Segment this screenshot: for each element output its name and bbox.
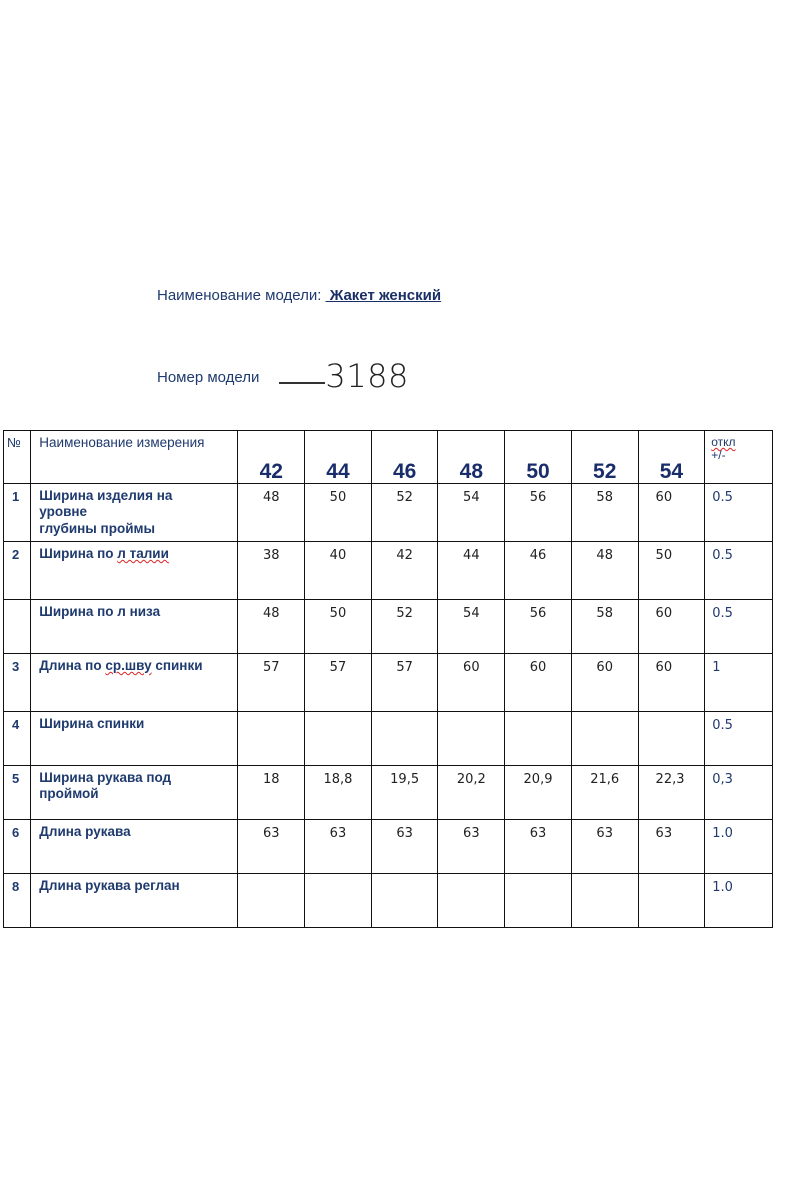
row-number bbox=[4, 600, 31, 654]
row-value: 21,6 bbox=[571, 766, 638, 820]
row-value: 57 bbox=[238, 654, 305, 712]
header-size: 52 bbox=[571, 431, 638, 484]
row-value: 60 bbox=[571, 654, 638, 712]
row-value: 52 bbox=[371, 484, 438, 542]
row-number: 6 bbox=[4, 820, 31, 874]
table-row bbox=[4, 484, 773, 542]
table-row bbox=[4, 712, 773, 766]
row-value: 50 bbox=[305, 600, 372, 654]
row-value bbox=[438, 874, 505, 928]
row-value: 63 bbox=[371, 820, 438, 874]
row-value: 58 bbox=[571, 600, 638, 654]
model-number-label: Номер модели bbox=[157, 369, 260, 386]
row-value: 52 bbox=[371, 600, 438, 654]
row-value: 19,5 bbox=[371, 766, 438, 820]
row-tolerance: 0.5 bbox=[705, 542, 773, 600]
row-value bbox=[371, 712, 438, 766]
row-number: 5 bbox=[4, 766, 31, 820]
row-value: 57 bbox=[371, 654, 438, 712]
model-number-value: 3188 bbox=[325, 357, 409, 395]
row-value bbox=[371, 874, 438, 928]
row-value: 60 bbox=[505, 654, 572, 712]
row-value bbox=[571, 874, 638, 928]
row-value bbox=[438, 712, 505, 766]
row-value: 63 bbox=[238, 820, 305, 874]
row-value: 63 bbox=[305, 820, 372, 874]
row-measurement-name: Ширина рукава под проймой bbox=[31, 766, 238, 820]
row-value: 48 bbox=[238, 600, 305, 654]
model-name-label: Наименование модели: bbox=[157, 287, 322, 304]
row-value bbox=[305, 874, 372, 928]
row-value bbox=[505, 712, 572, 766]
table-row bbox=[4, 542, 773, 600]
table-row bbox=[4, 766, 773, 820]
row-value: 54 bbox=[438, 600, 505, 654]
table-row bbox=[4, 654, 773, 712]
row-value bbox=[638, 712, 705, 766]
row-value: 44 bbox=[438, 542, 505, 600]
row-value: 63 bbox=[571, 820, 638, 874]
row-number: 4 bbox=[4, 712, 31, 766]
table-row bbox=[4, 600, 773, 654]
row-value: 60 bbox=[638, 484, 705, 542]
model-name-line bbox=[157, 287, 441, 304]
row-value: 60 bbox=[438, 654, 505, 712]
row-tolerance: 0.5 bbox=[705, 712, 773, 766]
row-number: 3 bbox=[4, 654, 31, 712]
row-number: 8 bbox=[4, 874, 31, 928]
row-value: 50 bbox=[638, 542, 705, 600]
table-row bbox=[4, 820, 773, 874]
row-value: 38 bbox=[238, 542, 305, 600]
row-value: 20,9 bbox=[505, 766, 572, 820]
row-measurement-name: Длина рукава реглан bbox=[31, 874, 238, 928]
row-value bbox=[571, 712, 638, 766]
row-value bbox=[305, 712, 372, 766]
row-measurement-name: Длина рукава bbox=[31, 820, 238, 874]
row-value bbox=[238, 874, 305, 928]
row-value: 54 bbox=[438, 484, 505, 542]
row-value: 60 bbox=[638, 654, 705, 712]
row-tolerance: 0,3 bbox=[705, 766, 773, 820]
row-measurement-name: Ширина изделия на уровне глубины проймы bbox=[31, 484, 238, 542]
row-value: 57 bbox=[305, 654, 372, 712]
header-size: 42 bbox=[238, 431, 305, 484]
row-value: 63 bbox=[638, 820, 705, 874]
table-row bbox=[4, 874, 773, 928]
row-value: 63 bbox=[438, 820, 505, 874]
header-size: 50 bbox=[505, 431, 572, 484]
row-value: 58 bbox=[571, 484, 638, 542]
row-value: 56 bbox=[505, 484, 572, 542]
row-value: 63 bbox=[505, 820, 572, 874]
row-tolerance: 1 bbox=[705, 654, 773, 712]
header-number: № bbox=[4, 431, 31, 484]
row-number: 1 bbox=[4, 484, 31, 542]
row-value: 18,8 bbox=[305, 766, 372, 820]
measurement-table bbox=[3, 430, 773, 928]
row-measurement-name: Ширина по л низа bbox=[31, 600, 238, 654]
row-value: 60 bbox=[638, 600, 705, 654]
model-number-line bbox=[157, 352, 409, 395]
header-size: 48 bbox=[438, 431, 505, 484]
model-name-value: Жакет женский bbox=[325, 287, 442, 304]
header-size: 44 bbox=[305, 431, 372, 484]
row-value: 48 bbox=[238, 484, 305, 542]
row-value bbox=[505, 874, 572, 928]
row-value: 50 bbox=[305, 484, 372, 542]
row-value: 20,2 bbox=[438, 766, 505, 820]
row-measurement-name: Ширина по л талии bbox=[31, 542, 238, 600]
row-value bbox=[638, 874, 705, 928]
row-tolerance: 0.5 bbox=[705, 484, 773, 542]
row-value: 18 bbox=[238, 766, 305, 820]
row-measurement-name: Ширина спинки bbox=[31, 712, 238, 766]
row-tolerance: 1.0 bbox=[705, 820, 773, 874]
header-size: 54 bbox=[638, 431, 705, 484]
row-value bbox=[238, 712, 305, 766]
row-number: 2 bbox=[4, 542, 31, 600]
row-tolerance: 0.5 bbox=[705, 600, 773, 654]
header-size: 46 bbox=[371, 431, 438, 484]
row-value: 46 bbox=[505, 542, 572, 600]
row-value: 22,3 bbox=[638, 766, 705, 820]
row-value: 42 bbox=[371, 542, 438, 600]
row-value: 40 bbox=[305, 542, 372, 600]
model-number-blank-line bbox=[279, 382, 325, 384]
header-tolerance: откл +/- bbox=[705, 431, 773, 484]
row-tolerance: 1.0 bbox=[705, 874, 773, 928]
header-measurement-name: Наименование измерения bbox=[31, 431, 238, 484]
row-measurement-name: Длина по ср.шву спинки bbox=[31, 654, 238, 712]
table-header-row bbox=[4, 431, 773, 484]
row-value: 56 bbox=[505, 600, 572, 654]
row-value: 48 bbox=[571, 542, 638, 600]
